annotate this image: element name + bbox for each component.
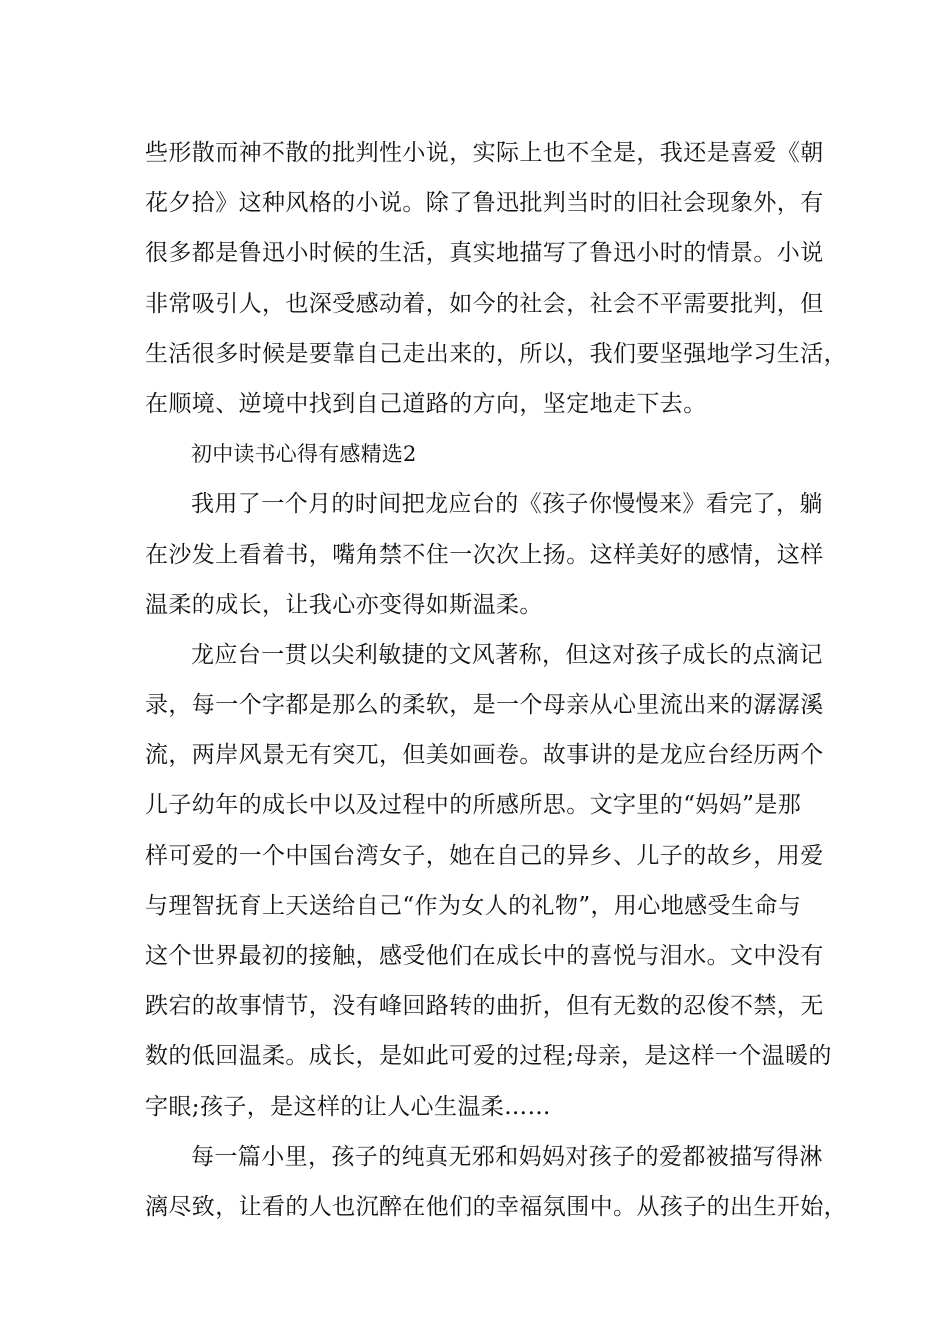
text-line: 字眼;孩子，是这样的让人心生温柔…… [145,1093,551,1120]
section-heading: 初中读书心得有感精选2 [191,442,417,467]
text-line: 在沙发上看着书，嘴角禁不住一次次上扬。这样美好的感情，这样 [145,541,824,568]
text-line: 每一篇小里，孩子的纯真无邪和妈妈对孩子的爱都被描写得淋 [191,1143,823,1170]
text-line: 生活很多时候是要靠自己走出来的，所以，我们要坚强地学习生活， [145,340,847,367]
text-line: 非常吸引人，也深受感动着，如今的社会，社会不平需要批判，但 [145,290,824,317]
text-line: 样可爱的一个中国台湾女子，她在自己的异乡、儿子的故乡，用爱 [145,842,824,869]
text-line: 与理智抚育上天送给自己“作为女人的礼物”，用心地感受生命与 [145,892,802,919]
text-line: 龙应台一贯以尖利敏捷的文风著称，但这对孩子成长的点滴记 [191,641,823,668]
text-line: 温柔的成长，让我心亦变得如斯温柔。 [145,591,543,618]
text-line: 录，每一个字都是那么的柔软，是一个母亲从心里流出来的潺潺溪 [145,692,824,719]
text-line: 这个世界最初的接触，感受他们在成长中的喜悦与泪水。文中没有 [145,943,824,969]
text-line: 漓尽致，让看的人也沉醉在他们的幸福氛围中。从孩子的出生开始， [145,1193,847,1220]
text-line: 数的低回温柔。成长，是如此可爱的过程;母亲，是这样一个温暖的 [145,1043,832,1070]
text-line: 跌宕的故事情节，没有峰回路转的曲折，但有无数的忍俊不禁，无 [145,993,824,1020]
text-line: 我用了一个月的时间把龙应台的《孩子你慢慢来》看完了，躺 [191,491,823,518]
text-line: 些形散而神不散的批判性小说，实际上也不全是，我还是喜爱《朝 [145,140,824,166]
text-line: 很多都是鲁迅小时候的生活，真实地描写了鲁迅小时的情景。小说 [145,240,824,267]
text-line: 花夕拾》这种风格的小说。除了鲁迅批判当时的旧社会现象外，有 [145,190,824,217]
text-line: 在顺境、逆境中找到自己道路的方向，坚定地走下去。 [145,390,707,417]
text-line: 儿子幼年的成长中以及过程中的所感所思。文字里的“妈妈”是那 [145,792,802,819]
text-line: 流，两岸风景无有突兀，但美如画卷。故事讲的是龙应台经历两个 [145,742,824,769]
document-body [145,128,847,1232]
